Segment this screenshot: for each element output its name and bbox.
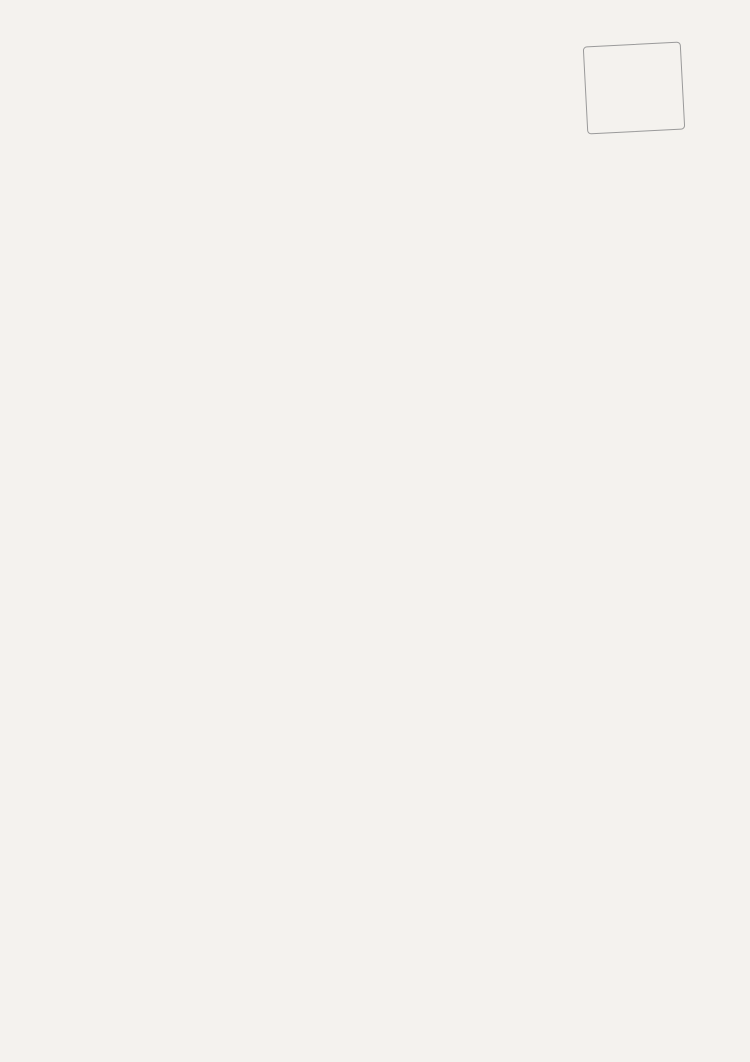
writing-label [86,88,666,101]
stamp-line-3 [584,51,680,56]
essay-title [86,115,666,128]
watermark-corner-logo [618,990,738,1050]
stamp-line-1 [584,51,680,56]
page-content [86,82,666,168]
essay-greeting [86,128,666,141]
appendix-instruction-a [86,155,666,168]
version-label [86,101,666,114]
appendix-label [86,141,666,154]
stamp-line-2 [584,51,680,56]
